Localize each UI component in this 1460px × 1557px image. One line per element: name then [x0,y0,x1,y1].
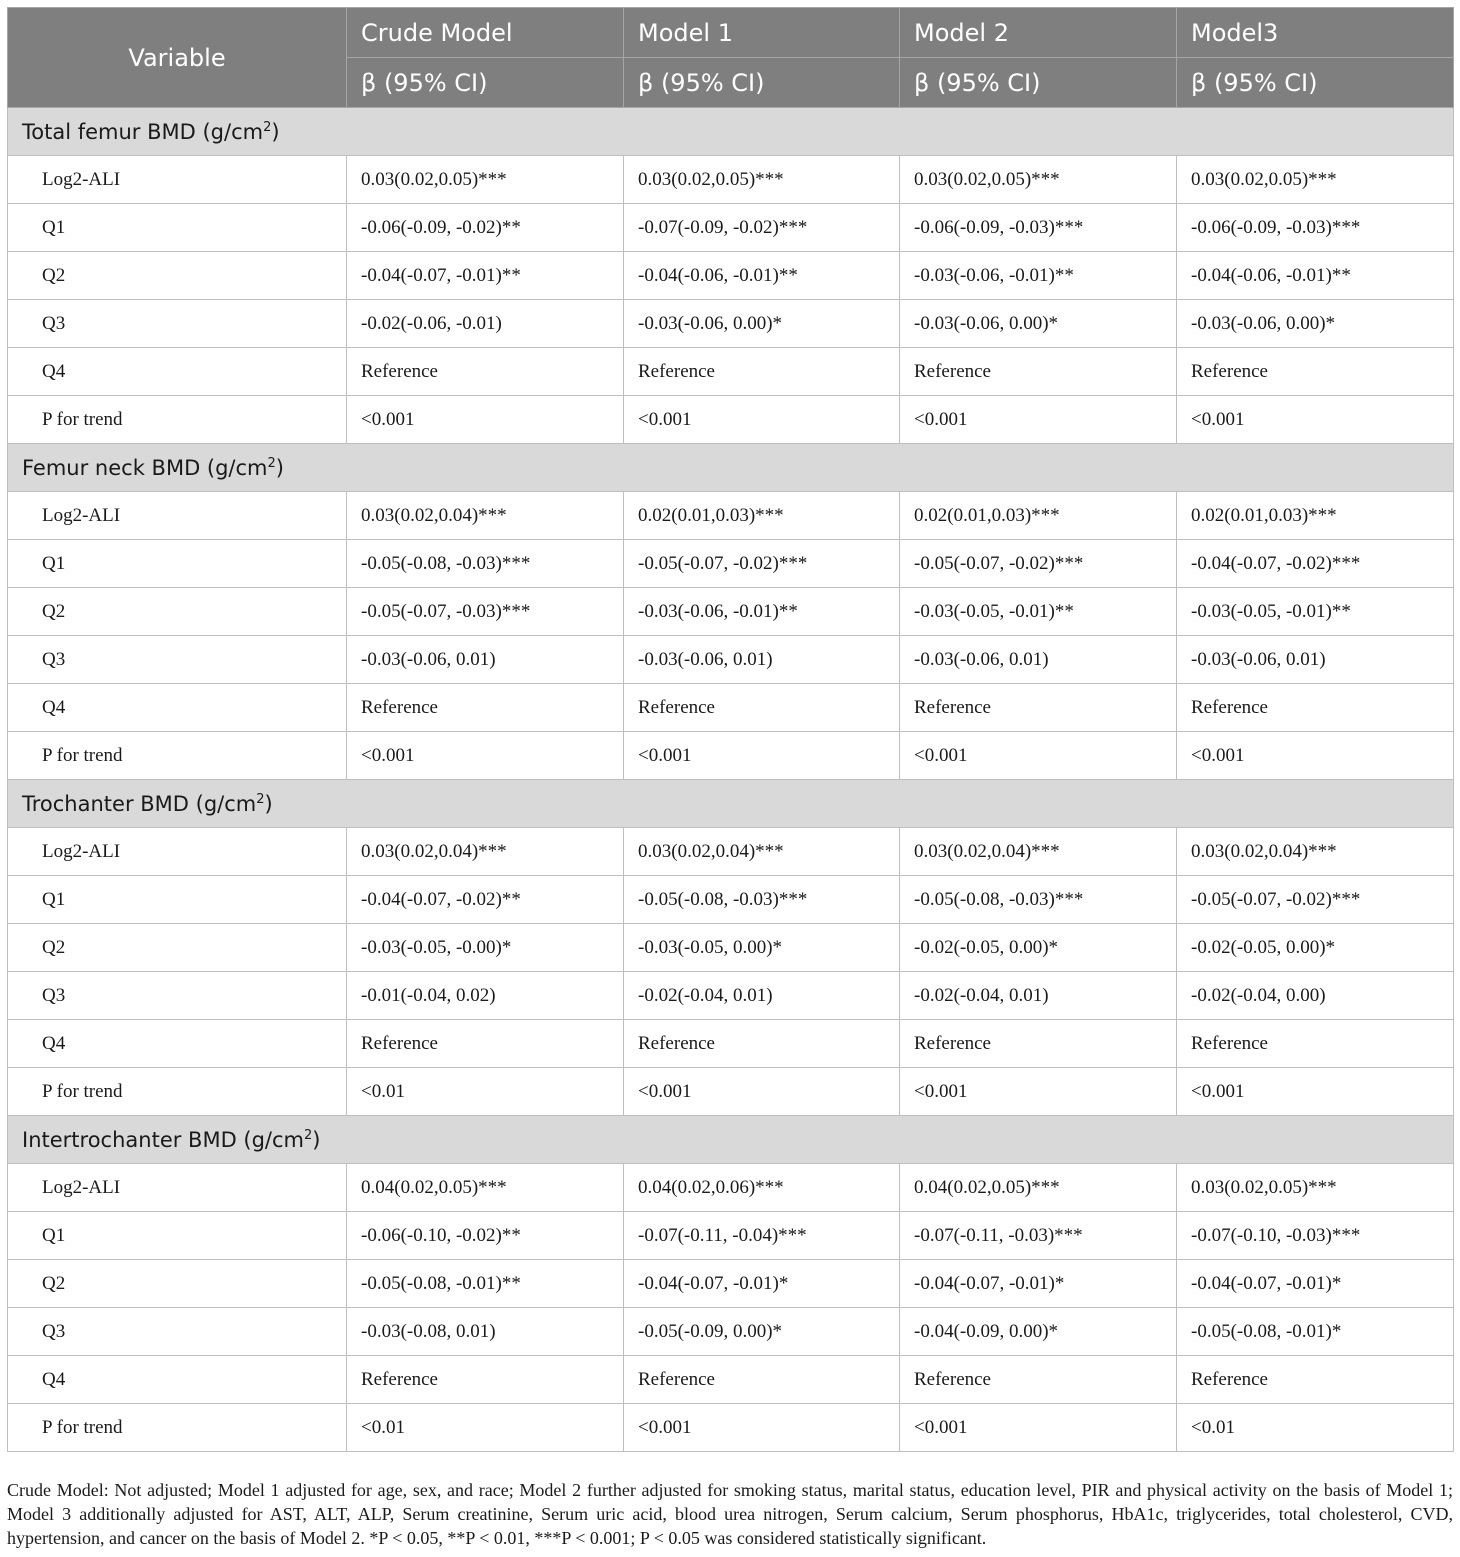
table-cell: Reference [900,348,1177,396]
table-cell: -0.07(-0.09, -0.02)*** [624,204,900,252]
row-label: Q1 [8,540,347,588]
table-cell: <0.01 [347,1068,624,1116]
section-title-superscript: 2 [267,455,276,471]
table-cell: -0.03(-0.05, -0.01)** [900,588,1177,636]
table-cell: 0.03(0.02,0.04)*** [900,828,1177,876]
row-label: Q1 [8,204,347,252]
table-cell: -0.05(-0.08, -0.01)** [347,1260,624,1308]
table-cell: <0.001 [900,1068,1177,1116]
table-cell: -0.03(-0.06, 0.01) [1177,636,1454,684]
table-cell: -0.04(-0.07, -0.01)* [1177,1260,1454,1308]
section-title-superscript: 2 [304,1127,313,1143]
table-cell: Reference [624,684,900,732]
table-cell: <0.01 [1177,1404,1454,1452]
table-cell: -0.03(-0.06, 0.01) [347,636,624,684]
table-row [8,252,1454,300]
table-cell: -0.04(-0.07, -0.01)* [900,1260,1177,1308]
table-row [8,1260,1454,1308]
row-label: Q1 [8,1212,347,1260]
table-row [8,1404,1454,1452]
table-cell: -0.06(-0.09, -0.02)** [347,204,624,252]
results-table-container [7,7,1453,1452]
section-title [8,780,1454,828]
table-cell: Reference [900,1020,1177,1068]
table-row [8,1020,1454,1068]
table-cell: <0.001 [347,732,624,780]
table-cell: Reference [624,1356,900,1404]
table-cell: -0.03(-0.06, 0.00)* [900,300,1177,348]
table-cell: -0.05(-0.09, 0.00)* [624,1308,900,1356]
header-variable: Variable [8,8,347,108]
table-cell: -0.05(-0.08, -0.01)* [1177,1308,1454,1356]
section-title-text: Trochanter BMD (g/cm [22,791,257,816]
table-cell: Reference [624,1020,900,1068]
table-cell: <0.001 [624,732,900,780]
table-row [8,828,1454,876]
table-cell: 0.04(0.02,0.06)*** [624,1164,900,1212]
section-title-text: Intertrochanter BMD (g/cm [22,1127,305,1152]
table-cell: <0.001 [1177,1068,1454,1116]
table-cell: Reference [624,348,900,396]
row-label: Q1 [8,876,347,924]
table-cell: <0.001 [900,732,1177,780]
table-cell: -0.04(-0.07, -0.01)** [347,252,624,300]
table-cell: -0.03(-0.08, 0.01) [347,1308,624,1356]
section-row [8,780,1454,828]
row-label: Log2-ALI [8,828,347,876]
row-label: Q4 [8,1356,347,1404]
table-cell: 0.04(0.02,0.05)*** [900,1164,1177,1212]
table-cell: Reference [347,684,624,732]
table-row [8,972,1454,1020]
section-title-superscript: 2 [263,119,272,135]
header-beta-ci: β (95% CI) [1177,58,1454,108]
table-cell: -0.04(-0.07, -0.02)*** [1177,540,1454,588]
table-row [8,1356,1454,1404]
header-beta-ci: β (95% CI) [347,58,624,108]
row-label: P for trend [8,1068,347,1116]
section-title [8,108,1454,156]
section-title [8,444,1454,492]
row-label: P for trend [8,1404,347,1452]
table-row [8,636,1454,684]
section-row [8,444,1454,492]
table-row [8,348,1454,396]
table-cell: -0.06(-0.09, -0.03)*** [1177,204,1454,252]
table-cell: 0.03(0.02,0.04)*** [1177,828,1454,876]
table-cell: 0.02(0.01,0.03)*** [624,492,900,540]
table-row [8,300,1454,348]
table-cell: Reference [1177,1020,1454,1068]
header-model-3: Model3 [1177,8,1454,58]
table-cell: <0.001 [624,1068,900,1116]
row-label: Q2 [8,1260,347,1308]
header-beta-ci: β (95% CI) [624,58,900,108]
table-cell: -0.02(-0.04, 0.01) [624,972,900,1020]
header-model-crude: Crude Model [347,8,624,58]
table-cell: -0.05(-0.08, -0.03)*** [624,876,900,924]
row-label: Q4 [8,1020,347,1068]
table-cell: -0.03(-0.06, 0.00)* [624,300,900,348]
table-cell: 0.03(0.02,0.05)*** [1177,1164,1454,1212]
row-label: Q2 [8,588,347,636]
table-cell: -0.02(-0.05, 0.00)* [900,924,1177,972]
table-row [8,1212,1454,1260]
header-model-2: Model 2 [900,8,1177,58]
table-cell: -0.04(-0.06, -0.01)** [1177,252,1454,300]
table-cell: -0.07(-0.11, -0.04)*** [624,1212,900,1260]
table-cell: -0.03(-0.06, 0.00)* [1177,300,1454,348]
table-body [8,108,1454,1452]
table-row [8,588,1454,636]
table-cell: Reference [1177,1356,1454,1404]
row-label: Q4 [8,348,347,396]
table-cell: -0.04(-0.07, -0.01)* [624,1260,900,1308]
table-row [8,684,1454,732]
table-row [8,492,1454,540]
section-title-suffix: ) [312,1127,321,1152]
table-cell: 0.03(0.02,0.05)*** [900,156,1177,204]
table-cell: -0.02(-0.04, 0.01) [900,972,1177,1020]
table-cell: -0.02(-0.05, 0.00)* [1177,924,1454,972]
table-cell: <0.001 [900,1404,1177,1452]
row-label: Q4 [8,684,347,732]
table-cell: Reference [347,1356,624,1404]
table-cell: -0.04(-0.06, -0.01)** [624,252,900,300]
table-cell: <0.001 [624,1404,900,1452]
table-row [8,732,1454,780]
regression-table [7,7,1454,1452]
table-cell: 0.02(0.01,0.03)*** [1177,492,1454,540]
table-row [8,1308,1454,1356]
table-header [8,8,1454,108]
table-cell: 0.03(0.02,0.04)*** [347,828,624,876]
table-cell: 0.03(0.02,0.04)*** [624,828,900,876]
table-cell: 0.03(0.02,0.05)*** [347,156,624,204]
table-cell: 0.04(0.02,0.05)*** [347,1164,624,1212]
row-label: Q3 [8,972,347,1020]
table-row [8,1164,1454,1212]
table-cell: 0.03(0.02,0.05)*** [624,156,900,204]
table-cell: <0.001 [624,396,900,444]
table-cell: 0.02(0.01,0.03)*** [900,492,1177,540]
row-label: Log2-ALI [8,156,347,204]
table-cell: -0.05(-0.07, -0.02)*** [900,540,1177,588]
row-label: Q3 [8,300,347,348]
table-cell: <0.001 [347,396,624,444]
row-label: Log2-ALI [8,1164,347,1212]
row-label: Log2-ALI [8,492,347,540]
row-label: Q3 [8,636,347,684]
section-title [8,1116,1454,1164]
table-cell: -0.05(-0.07, -0.03)*** [347,588,624,636]
table-cell: -0.03(-0.05, -0.00)* [347,924,624,972]
table-cell: -0.05(-0.07, -0.02)*** [624,540,900,588]
row-label: Q2 [8,924,347,972]
row-label: P for trend [8,732,347,780]
table-row [8,156,1454,204]
table-row [8,396,1454,444]
table-cell: -0.03(-0.06, 0.01) [900,636,1177,684]
table-cell: -0.04(-0.09, 0.00)* [900,1308,1177,1356]
section-title-suffix: ) [271,119,280,144]
section-title-suffix: ) [264,791,273,816]
table-cell: -0.05(-0.07, -0.02)*** [1177,876,1454,924]
table-cell: -0.06(-0.10, -0.02)** [347,1212,624,1260]
table-cell: Reference [1177,348,1454,396]
table-cell: <0.001 [1177,396,1454,444]
table-row [8,540,1454,588]
section-title-suffix: ) [275,455,284,480]
row-label: Q3 [8,1308,347,1356]
table-row [8,204,1454,252]
section-title-text: Total femur BMD (g/cm [22,119,264,144]
table-cell: <0.01 [347,1404,624,1452]
table-cell: -0.05(-0.08, -0.03)*** [347,540,624,588]
table-cell: -0.03(-0.06, 0.01) [624,636,900,684]
table-cell: -0.03(-0.05, 0.00)* [624,924,900,972]
table-cell: Reference [1177,684,1454,732]
row-label: Q2 [8,252,347,300]
table-cell: Reference [900,1356,1177,1404]
section-title-superscript: 2 [256,791,265,807]
table-cell: <0.001 [900,396,1177,444]
row-label: P for trend [8,396,347,444]
table-cell: -0.04(-0.07, -0.02)** [347,876,624,924]
section-title-text: Femur neck BMD (g/cm [22,455,268,480]
table-cell: -0.07(-0.10, -0.03)*** [1177,1212,1454,1260]
table-cell: Reference [900,684,1177,732]
table-cell: -0.03(-0.06, -0.01)** [900,252,1177,300]
table-cell: -0.05(-0.08, -0.03)*** [900,876,1177,924]
section-row [8,108,1454,156]
table-cell: -0.03(-0.06, -0.01)** [624,588,900,636]
table-cell: -0.06(-0.09, -0.03)*** [900,204,1177,252]
table-cell: -0.02(-0.04, 0.00) [1177,972,1454,1020]
table-cell: -0.01(-0.04, 0.02) [347,972,624,1020]
table-cell: Reference [347,1020,624,1068]
section-row [8,1116,1454,1164]
table-row [8,1068,1454,1116]
table-cell: -0.02(-0.06, -0.01) [347,300,624,348]
table-row [8,876,1454,924]
header-beta-ci: β (95% CI) [900,58,1177,108]
table-cell: 0.03(0.02,0.05)*** [1177,156,1454,204]
table-cell: 0.03(0.02,0.04)*** [347,492,624,540]
table-cell: <0.001 [1177,732,1454,780]
table-cell: -0.03(-0.05, -0.01)** [1177,588,1454,636]
table-cell: -0.07(-0.11, -0.03)*** [900,1212,1177,1260]
table-cell: Reference [347,348,624,396]
header-model-1: Model 1 [624,8,900,58]
table-row [8,924,1454,972]
table-footnote: Crude Model: Not adjusted; Model 1 adjusted for age, sex, and race; Model 2 further adjusted for smoking status, marital status, education level, PIR and physical activity on the basis of Model 1; Model 3 additionally adjusted for AST, ALT, ALP, Serum creatinine, Serum uric acid, blood urea nitrogen, Serum calcium, Serum phosphorus, HbA1c, triglycerides, total cholesterol, CVD, hypertension, and cancer on the basis of Model 2. *P < 0.05, **P < 0.01, ***P < 0.001; P < 0.05 was considered statistically significant. [7,1480,1453,1548]
